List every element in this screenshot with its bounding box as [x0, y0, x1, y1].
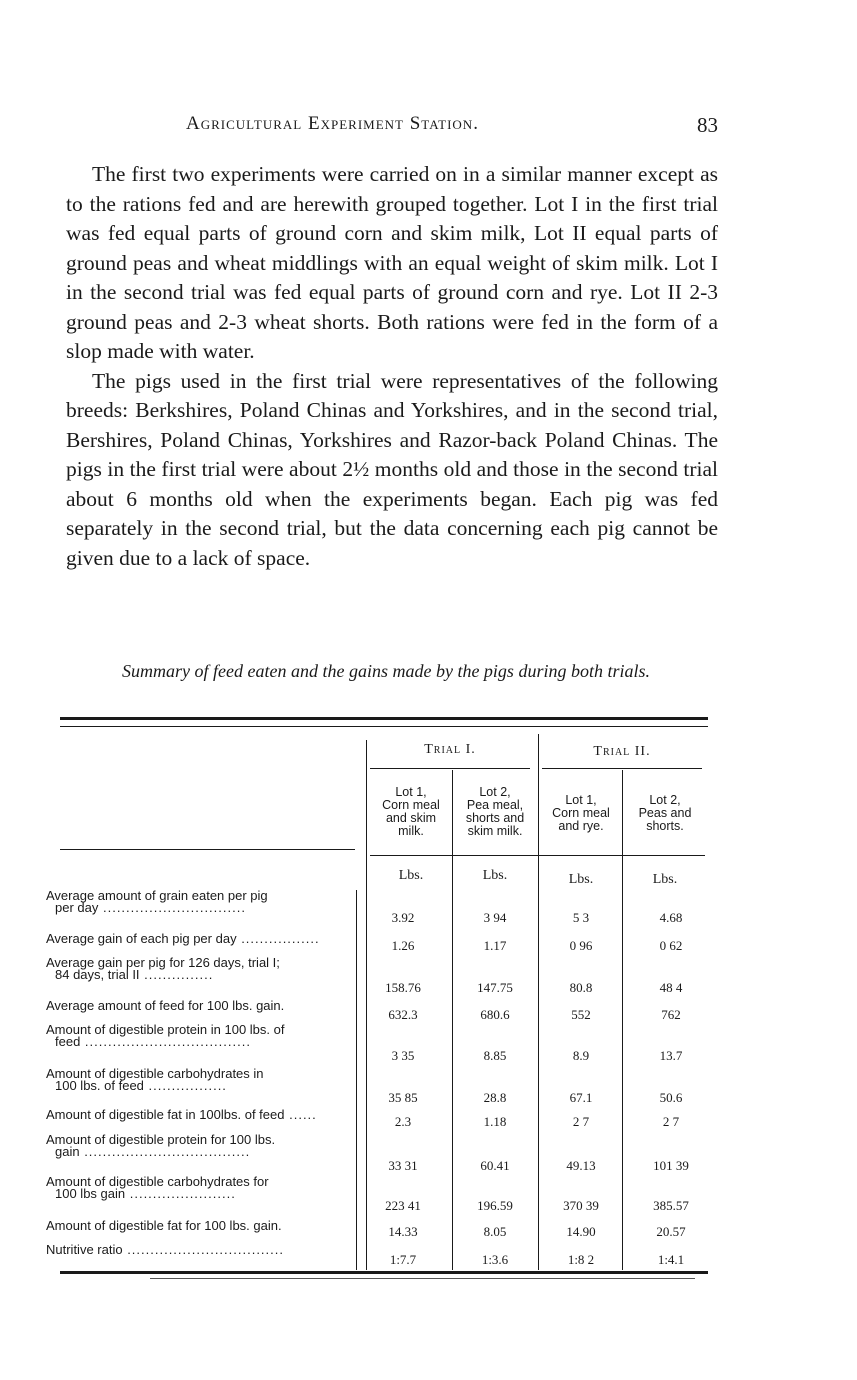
table-cell: 4.68: [659, 910, 683, 925]
table-cell: 223 41: [385, 1198, 421, 1213]
trial-underline: [542, 768, 702, 769]
row-label: Amount of digestible carbohydrates for 100 lbs gain .......................: [46, 1174, 269, 1201]
unit-label: Lbs.: [652, 872, 678, 887]
paragraph-2: The pigs used in the first trial were representatives of the following breeds: Berkshires, Poland Chinas and Yorkshires, and in the second trial, Bershires, Poland Chinas, Yorkshires and Razor-back Poland Chinas. The pigs in the first trial were about 2½ months old and those in the second trial about 6 months old when the experiments began. Each pig was fed separately in the second trial, but the data concerning each pig cannot be given due to a lack of space.: [66, 368, 718, 570]
unit-label: Lbs.: [568, 872, 594, 887]
running-head: [66, 113, 718, 143]
running-title: Agricultural Experiment Station.: [186, 113, 479, 134]
unit-label: Lbs.: [482, 868, 508, 883]
row-label: Amount of digestible protein for 100 lbs. gain ....................................: [46, 1132, 276, 1159]
table-top-rule-thin: [60, 726, 708, 727]
table-cell: 632.3: [388, 1007, 418, 1022]
table-cell: 80.8: [569, 980, 593, 995]
lot-head-rule: [370, 855, 705, 856]
trial-2-heading: Trial II.: [593, 744, 651, 759]
trial-underline: [370, 768, 530, 769]
table-cell: 33 31: [388, 1158, 418, 1173]
row-label: Amount of digestible protein in 100 lbs. of feed ....................................: [46, 1022, 285, 1049]
table-cell: 1:3.6: [481, 1252, 509, 1267]
lot-heading: Lot 2, Pea meal, shorts and skim milk.: [465, 785, 525, 838]
row-label: Amount of digestible fat for 100 lbs. gain.: [46, 1218, 282, 1233]
table-cell: 2 7: [662, 1114, 680, 1129]
unit-label: Lbs.: [398, 868, 424, 883]
table-cell: 370 39: [563, 1198, 599, 1213]
row-label: Average amount of grain eaten per pig per day ...............................: [46, 888, 268, 915]
table-cell: 50.6: [659, 1090, 683, 1105]
table-cell: 35 85: [388, 1090, 418, 1105]
body-text: [66, 160, 718, 573]
table-bottom-rule-thin: [150, 1278, 695, 1279]
table-cell: 1:8 2: [567, 1252, 595, 1267]
table-cell: 1:7.7: [389, 1252, 417, 1267]
table-top-rule: [60, 717, 708, 720]
table-cell: 48 4: [659, 980, 683, 995]
table-cell: 1:4.1: [657, 1252, 685, 1267]
table-cell: 14.33: [388, 1224, 418, 1239]
paragraph-1: The first two experiments were carried on in a similar manner except as to the rations fed and are herewith grouped together. Lot I in the first trial was fed equal parts of ground corn and skim milk, Lot II equal parts of ground peas and wheat middlings with an equal weight of skim milk. Lot I in the second trial was fed equal parts of ground corn and rye. Lot II 2-3 ground peas and 2-3 wheat shorts. Both rations were fed in the form of a slop made with water.: [66, 162, 718, 363]
table-cell: 385.57: [653, 1198, 689, 1213]
table-cell: 3 94: [483, 910, 507, 925]
table-cell: 2 7: [572, 1114, 590, 1129]
lot-heading: Lot 2, Peas and shorts.: [638, 793, 692, 833]
table-cell: 101 39: [653, 1158, 689, 1173]
table-cell: 13.7: [659, 1048, 683, 1063]
trial-1-heading: Trial I.: [424, 742, 476, 757]
table-cell: 5 3: [572, 910, 590, 925]
table-cell: 762: [661, 1007, 681, 1022]
row-label: Average amount of feed for 100 lbs. gain.: [46, 998, 285, 1013]
table-cell: 2.3: [394, 1114, 412, 1129]
table-cell: 60.41: [480, 1158, 510, 1173]
row-label: Amount of digestible fat in 100lbs. of feed ......: [46, 1107, 317, 1122]
table-cell: 0 96: [569, 938, 593, 953]
table-cell: 1.18: [483, 1114, 507, 1129]
row-label: Amount of digestible carbohydrates in 100 lbs. of feed .................: [46, 1066, 264, 1093]
row-label: Average gain of each pig per day .................: [46, 931, 320, 946]
table-cell: 8.85: [483, 1048, 507, 1063]
table-cell: 67.1: [569, 1090, 593, 1105]
row-label: Average gain per pig for 126 days, trial I; 84 days, trial II ...............: [46, 955, 280, 982]
table-cell: 49.13: [566, 1158, 596, 1173]
table-cell: 0 62: [659, 938, 683, 953]
stub-head-rule: [60, 849, 355, 850]
table-cell: 8.9: [572, 1048, 590, 1063]
table-cell: 680.6: [480, 1007, 510, 1022]
table-cell: 1.17: [483, 938, 507, 953]
page-number: 83: [697, 113, 718, 137]
table-cell: 147.75: [477, 980, 513, 995]
table-cell: 1.26: [391, 938, 415, 953]
table-caption: Summary of feed eaten and the gains made by the pigs during both trials.: [122, 661, 650, 681]
table-cell: 3 35: [391, 1048, 415, 1063]
table-cell: 14.90: [566, 1224, 596, 1239]
table-cell: 28.8: [483, 1090, 507, 1105]
table-cell: 158.76: [385, 980, 421, 995]
row-label: Nutritive ratio ..................................: [46, 1242, 284, 1257]
table-cell: 3.92: [391, 910, 415, 925]
table-cell: 552: [571, 1007, 591, 1022]
table-cell: 20.57: [656, 1224, 686, 1239]
table-cell: 196.59: [477, 1198, 513, 1213]
lot-heading: Lot 1, Corn meal and skim milk.: [382, 785, 440, 838]
table-bottom-rule: [60, 1271, 708, 1274]
table-cell: 8.05: [483, 1224, 507, 1239]
lot-heading: Lot 1, Corn meal and rye.: [552, 793, 610, 833]
column-rule: [366, 740, 367, 1270]
